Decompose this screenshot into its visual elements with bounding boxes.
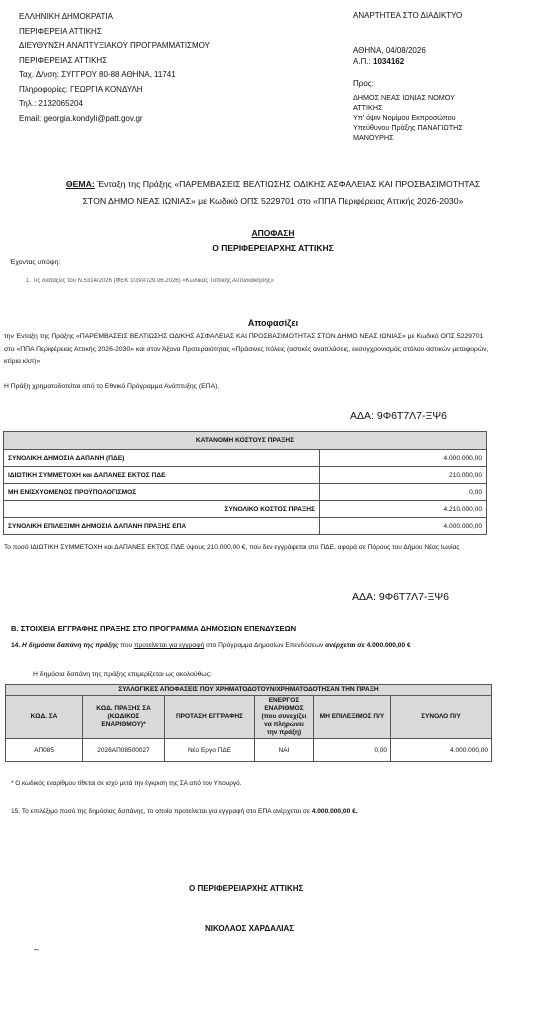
- issuer-line: Πληροφορίες: ΓΕΩΡΓΙΑ ΚΟΝΔΥΛΗ: [19, 84, 143, 94]
- cost-label: ΙΔΙΩΤΙΚΗ ΣΥΜΜΕΤΟΧΗ και ΔΑΠΑΝΕΣ ΕΚΤΟΣ ΠΔΕ: [4, 467, 320, 484]
- recipient-line: ΔΗΜΟΣ ΝΕΑΣ ΙΩΝΙΑΣ ΝΟΜΟΥ: [353, 93, 455, 102]
- section-b-heading: Β. ΣΤΟΙΧΕΙΑ ΕΓΓΡΑΦΗΣ ΠΡΑΞΗΣ ΣΤΟ ΠΡΟΓΡΑΜΜΑ ΔΗΜΟΣΙΩΝ ΕΠΕΝΔΥΣΕΩΝ: [11, 624, 297, 633]
- table-cell: 0,00: [314, 739, 391, 762]
- recipient-block: [353, 10, 533, 143]
- p14-part: Η δημόσια δαπάνη της πράξης: [22, 642, 119, 649]
- cost-table-title: ΚΑΤΑΝΟΜΗ ΚΟΣΤΟΥΣ ΠΡΑΞΗΣ: [4, 432, 487, 450]
- table-header-row: [4, 432, 487, 450]
- column-header: ΚΩΔ. ΣΑ: [6, 696, 83, 739]
- p14-part: στο Πρόγραμμα Δημοσίων Επενδύσεων: [206, 642, 324, 649]
- issuer-line: ΠΕΡΙΦΕΡΕΙΑΣ ΑΤΤΙΚΗΣ: [19, 55, 108, 65]
- cost-label: ΜΗ ΕΝΙΣΧΥΟΜΕΝΟΣ ΠΡΟΫΠΟΛΟΓΙΣΜΟΣ: [4, 484, 320, 501]
- cost-note: Το ποσό ΙΔΙΩΤΙΚΗ ΣΥΜΜΕΤΟΧΗ και ΔΑΠΑΝΕΣ ΕΚΤΟΣ ΠΔΕ ύψους 210.000,00 €, που δεν εγγράφεται στο ΠΔΕ, αφορά σε Πόρους του Δήμου Νέας Ιωνίας: [4, 544, 460, 551]
- table-header-row: [6, 685, 492, 696]
- p14-number: 14.: [11, 642, 21, 649]
- table-row: [4, 501, 487, 518]
- recipient-line: Υπεύθυνου Πράξης ΠΑΝΑΓΙΩΤΗΣ: [353, 123, 463, 132]
- breakdown-intro: Η δημόσια δαπάνη της πράξης επιμερίζεται ως ακολούθως:: [33, 671, 212, 678]
- signature-mark: –: [34, 944, 40, 954]
- issuer-line: Ταχ. Δ/νση: ΣΥΓΓΡΟΥ 80-88 ΑΘΗΝΑ, 11741: [19, 70, 176, 79]
- recipient-line: ΑΤΤΙΚΗΣ: [353, 103, 383, 112]
- cost-value: 4.000.000,00: [320, 518, 487, 535]
- protocol-line: [353, 56, 533, 67]
- decision-paragraph: την Ένταξη της Πράξης «ΠΑΡΕΜΒΑΣΕΙΣ ΒΕΛΤΙΩΣΗΣ ΟΔΙΚΗΣ ΑΣΦΑΛΕΙΑΣ ΚΑΙ ΠΡΟΣΒΑΣΙΜΟΤΗΤΑΣ ΣΤΟΝ ΔΗΜΟ ΝΕΑΣ ΙΩΝΙΑΣ» με Κωδικό ΟΠΣ 5229701 στο «ΠΠΑ Περιφέρειας Αττικής 2026-2030» και στον Άξονα Προτεραιότητας «Πράσινες πόλεις (αστικές αναπλάσεις, εκσυγχρονισμός στόλου αστικών μεταφορών, κτίρια κλπ)»: [4, 333, 489, 365]
- table-cell: Νέο Εργο ΠΔΕ: [165, 739, 255, 762]
- issuer-line: Τηλ.: 2132065204: [19, 99, 83, 108]
- table-cell: ΑΠ085: [6, 739, 83, 762]
- issuer-line: ΕΛΛΗΝΙΚΗ ΔΗΜΟΚΡΑΤΙΑ: [19, 12, 113, 21]
- subject-line-2: ΣΤΟΝ ΔΗΜΟ ΝΕΑΣ ΙΩΝΙΑΣ» με Κωδικό ΟΠΣ 5229701 στο «ΠΠΑ Περιφέρειας Αττικής 2026-2030»: [82, 196, 464, 206]
- decisions-table: [5, 684, 492, 762]
- funding-paragraph: Η Πράξη χρηματοδοτείται από το Εθνικό Πρόγραμμα Ανάπτυξης (ΕΠΑ).: [4, 383, 220, 390]
- paragraph-14: [11, 642, 411, 649]
- ada-code: ΑΔΑ: 9Φ6Τ7Λ7-ΞΨ6: [350, 410, 447, 422]
- column-header: ΣΥΝΟΛΟ Π/Υ: [391, 696, 492, 739]
- issuer-line: ΔΙΕΥΘΥΝΣΗ ΑΝΑΠΤΥΞΙΑΚΟΥ ΠΡΟΓΡΑΜΜΑΤΙΣΜΟΥ: [19, 41, 210, 50]
- cost-label: ΣΥΝΟΛΙΚΟ ΚΟΣΤΟΣ ΠΡΑΞΗΣ: [4, 501, 320, 518]
- considering-label: Έχοντας υπόψη:: [10, 259, 61, 266]
- column-header: ΕΝΕΡΓΟΣ ΕΝΑΡΙΘΜΟΣ (που συνεχίζει να πληρώνει την πράξη): [255, 696, 314, 739]
- protocol-label: Α.Π.:: [353, 57, 371, 66]
- ada-code-2: ΑΔΑ: 9Φ6Τ7Λ7-ΞΨ6: [352, 591, 449, 603]
- p14-part: που: [120, 642, 133, 649]
- table-cell: 4.000.000,00: [391, 739, 492, 762]
- paragraph-15: [11, 808, 358, 815]
- protocol-number: 1034162: [373, 57, 405, 66]
- truncated-line: 1. Τις διατάξεις του Ν.5314/2026 (ΦΕΚ 103/Α'/29.06.2026) «Κώδικας Τοπικής Αυτοδιοίκησης»: [26, 278, 274, 284]
- decision-heading: ΑΠΟΦΑΣΗ: [251, 228, 295, 238]
- to-label: Προς:: [353, 79, 374, 88]
- issuer-block: [19, 10, 210, 126]
- recipient-line: Υπ' όψιν Νομίμου Εκπροσώπου: [353, 113, 456, 122]
- table-row: [4, 450, 487, 467]
- decides-heading: Αποφασίζει: [247, 318, 299, 328]
- decisions-table-title: ΣΥΛΛΟΓΙΚΕΣ ΑΠΟΦΑΣΕΙΣ ΠΟΥ ΧΡΗΜΑΤΟΔΟΤΟΥΝ/ΧΡΗΜΑΤΟΔΟΤΗΣΑΝ ΤΗΝ ΠΡΑΞΗ: [6, 685, 492, 696]
- table-row: [4, 484, 487, 501]
- cost-label: ΣΥΝΟΛΙΚΗ ΕΠΙΛΕΞΙΜΗ ΔΗΜΟΣΙΑ ΔΑΠΑΝΗ ΠΡΑΞΗΣ ΕΠΑ: [4, 518, 320, 535]
- column-header: ΠΡΟΤΑΣΗ ΕΓΓΡΑΦΗΣ: [165, 696, 255, 739]
- cost-value: 4.000.000,00: [320, 450, 487, 467]
- signatory-name: ΝΙΚΟΛΑΟΣ ΧΑΡΔΑΛΙΑΣ: [205, 924, 295, 933]
- p14-amount: 4.000.000,00 €: [366, 642, 411, 649]
- p15-amount: 4.000.000,00 €.: [311, 808, 358, 815]
- recipient-line: ΜΑΝΟΥΡΗΣ: [353, 133, 394, 142]
- cost-table: [3, 431, 487, 535]
- p15-text: 15. Το επιλέξιμο ποσό της δημόσιας δαπάνης, το οποίο προτείνεται για εγγραφή στο ΕΠΑ ανέρχεται σε: [11, 808, 310, 815]
- subject: [0, 176, 546, 210]
- cost-label: ΣΥΝΟΛΙΚΗ ΔΗΜΟΣΙΑ ΔΑΠΑΝΗ (ΠΔΕ): [4, 450, 320, 467]
- table-row: [4, 467, 487, 484]
- subject-label: ΘΕΜΑ:: [65, 179, 95, 189]
- decision-authority: Ο ΠΕΡΙΦΕΡΕΙΑΡΧΗΣ ΑΤΤΙΚΗΣ: [212, 243, 334, 253]
- issuer-line: ΠΕΡΙΦΕΡΕΙΑ ΑΤΤΙΚΗΣ: [19, 26, 102, 36]
- signature-title: Ο ΠΕΡΙΦΕΡΕΙΑΡΧΗΣ ΑΤΤΙΚΗΣ: [189, 884, 304, 893]
- issuer-email: Email: georgia.kondyli@patt.gov.gr: [19, 113, 143, 123]
- footnote: * Ο κωδικός εναρίθμου τίθεται σε ισχύ μετά την έγκριση της ΣΑ από τον Υπουργό.: [11, 780, 242, 787]
- greek-emblem-icon: [40, 0, 62, 7]
- column-header: ΚΩΔ. ΠΡΑΞΗΣ ΣΑ (ΚΩΔΙΚΟΣ ΕΝΑΡΙΘΜΟΥ)*: [83, 696, 165, 739]
- column-header: ΜΗ ΕΠΙΛΕΞΙΜΟΣ Π/Υ: [314, 696, 391, 739]
- table-row: [6, 739, 492, 762]
- cost-value: 210.000,00: [320, 467, 487, 484]
- date-line: ΑΘΗΝΑ, 04/08/2026: [353, 46, 426, 55]
- table-header-row: [6, 696, 492, 739]
- table-row: [4, 518, 487, 535]
- table-cell: 2026ΑΠ08500027: [83, 739, 165, 762]
- cost-value: 0,00: [320, 484, 487, 501]
- subject-line-1: Ένταξη της Πράξης «ΠΑΡΕΜΒΑΣΕΙΣ ΒΕΛΤΙΩΣΗΣ ΟΔΙΚΗΣ ΑΣΦΑΛΕΙΑΣ ΚΑΙ ΠΡΟΣΒΑΣΙΜΟΤΗΤΑΣ: [97, 179, 481, 189]
- publish-note: ΑΝΑΡΤΗΤΕΑ ΣΤΟ ΔΙΑΔΙΚΤΥΟ: [353, 11, 463, 20]
- table-cell: ΝΑΙ: [255, 739, 314, 762]
- cost-value: 4.210.000,00: [320, 501, 487, 518]
- p14-part: ανέρχεται σε: [325, 642, 365, 649]
- p14-part: προτείνεται για εγγραφή: [133, 642, 205, 649]
